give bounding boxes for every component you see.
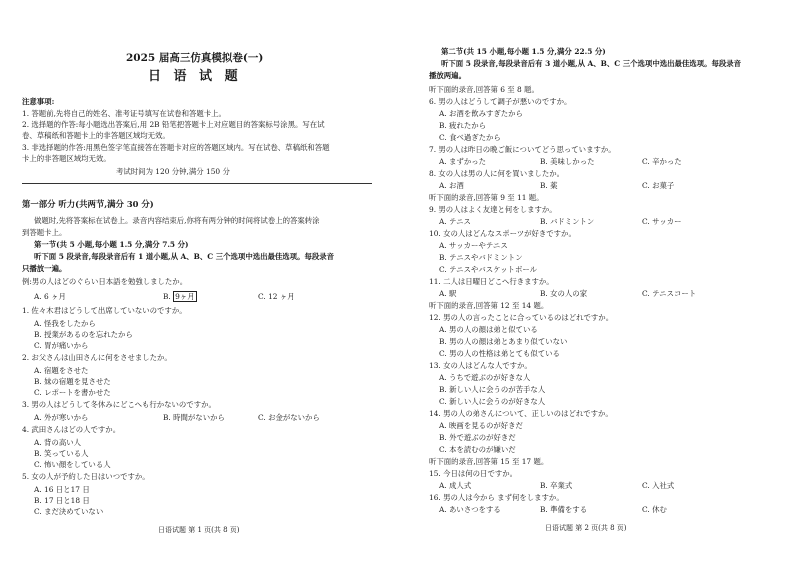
question-16: 16. 男の人は今から まず何をしますか。 [429,493,564,502]
section2-heading: 第二节(共 15 小题,每小题 1.5 分,满分 22.5 分) [441,47,606,56]
question-9: 9. 男の人はよく友達と何をしますか。 [429,205,557,214]
q3-option-b: B. 時間がないから [163,413,225,422]
note-line: 卷、草稿纸和答题卡上的非答题区域均无效。 [22,131,170,140]
q11-option-c: C. テニスコート [642,289,697,298]
q12-option-c: C. 男の人の性格は弟とても似ている [439,349,560,358]
q2-option-c: C. レポートを書かせた [34,388,111,397]
q5-option-a: A. 16 日と17 日 [34,485,90,494]
question-6: 6. 男の人はどうして調子が悪いのですか。 [429,97,572,106]
listen-instruction: 听下面的录音,回答第 6 至 8 题。 [429,85,539,94]
q6-option-b: B. 疲れたから [439,121,487,130]
section2-instruction: 播放两遍。 [429,71,466,80]
question-14: 14. 男の人の弟さんについて、正しいのはどれですか。 [429,409,613,418]
q13-option-a: A. うちで遊ぶのが好きな人 [439,373,531,382]
note-line: 3. 非选择题的作答:用黑色签字笔直接答在答题卡对应的答题区域内。写在试卷、草稿纸和答题 [22,143,330,152]
q9-option-a: A. テニス [439,217,471,226]
q15-option-c: C. 入社式 [642,481,675,490]
question-7: 7. 男の人は昨日の晩ご飯についてどう思っていますか。 [429,145,616,154]
q14-option-b: B. 外で遊ぶのが好きだ [439,433,516,442]
q13-option-b: B. 新しい人に会うのが苦手な人 [439,385,546,394]
q10-option-b: B. テニスやバドミントン [439,253,523,262]
example-option-c: C. 12 ヶ月 [258,292,295,301]
note-line: 卡上的非答题区域均无效。 [22,154,111,163]
q14-option-a: A. 映画を見るのが好きだ [439,421,523,430]
section2-instruction: 听下面 5 段录音,每段录音后有 3 道小题,从 A、B、C 三个选项中选出最佳选项。每段录音 [441,59,742,68]
page-footer: 日语试题 第 1 页(共 8 页) [158,526,240,534]
q5-option-b: B. 17 日と18 日 [34,496,90,505]
q6-option-c: C. 食べ過ぎたから [439,133,501,142]
q4-option-a: A. 背の高い人 [34,438,81,447]
q16-option-b: B. 準備をする [540,505,588,514]
q12-option-a: A. 男の人の顔は弟と似ている [439,325,538,334]
q12-option-b: B. 男の人の顔は弟とあまり似ていない [439,337,568,346]
section1-instruction: 只播放一遍。 [22,264,67,273]
q10-option-a: A. サッカーやテニス [439,241,508,250]
q15-option-a: A. 成人式 [439,481,472,490]
q14-option-c: C. 本を読むのが嫌いだ [439,445,516,454]
notes-title: 注意事项: [22,97,55,106]
intro-line: 到答题卡上。 [22,228,67,237]
exam-title: 2025 届高三仿真模拟卷(一) [126,52,264,64]
q8-option-a: A. お酒 [439,181,464,190]
q8-option-b: B. 薬 [540,181,558,190]
intro-line: 做题时,先将答案标在试卷上。录音内容结束后,你将有两分钟的时间将试卷上的答案转涂 [34,216,320,225]
q1-option-b: B. 授業があるのを忘れたから [34,330,133,339]
question-15: 15. 今日は何の日ですか。 [429,469,518,478]
exam-page-2 [397,0,794,562]
question-13: 13. 女の人はどんな人ですか。 [429,361,532,370]
q1-option-a: A. 怪我をしたから [34,319,96,328]
q7-option-c: C. 辛かった [642,157,682,166]
question-10: 10. 女の人はどんなスポーツが好きですか。 [429,229,576,238]
question-1: 1. 佐々木君はどうして出席していないのですか。 [22,306,187,315]
q4-option-b: B. 笑っている人 [34,449,89,458]
question-12: 12. 男の人の言ったことに合っているのはどれですか。 [429,313,614,322]
q13-option-c: C. 新しい人に会うのが好きな人 [439,397,546,406]
q16-option-c: C. 休む [642,505,667,514]
question-4: 4. 武田さんはどの人ですか。 [22,425,121,434]
listen-instruction: 听下面的录音,回答第 9 至 11 题。 [429,193,544,202]
question-5: 5. 女の人が予約した日はいつですか。 [22,472,150,481]
q5-option-c: C. まだ決めていない [34,507,104,516]
q8-option-c: C. お菓子 [642,181,675,190]
q11-option-b: B. 女の人の家 [540,289,588,298]
q7-option-a: A. まずかった [439,157,486,166]
q2-option-b: B. 妹の宿題を見させた [34,377,111,386]
section1-heading: 第一节(共 5 小题,每小题 1.5 分,满分 7.5 分) [34,240,189,249]
exam-subject: 日 语 试 题 [148,69,242,84]
example-option-b [163,292,197,301]
question-8: 8. 女の人は男の人に何を買いましたか。 [429,169,565,178]
note-line: 2. 选择题的作答:每小题选出答案后,用 2B 铅笔把答题卡上对应题目的答案标号涂黑。写在试 [22,120,325,129]
divider [22,183,372,184]
section1-instruction: 听下面 5 段录音,每段录音后有 1 道小题,从 A、B、C 三个选项中选出最佳选项。每段录音 [34,252,335,261]
time-score: 考试时间为 120 分钟,满分 150 分 [116,167,230,176]
question-2: 2. お父さんは山田さんに何をさせましたか。 [22,353,172,362]
q9-option-b: B. バドミントン [540,217,595,226]
q9-option-c: C. サッカー [642,217,682,226]
note-line: 1. 答题前,先将自己的姓名、准考证号填写在试卷和答题卡上。 [22,109,226,118]
q4-option-c: C. 怖い顔をしている人 [34,460,111,469]
q1-option-c: C. 胃が痛いから [34,341,89,350]
q16-option-a: A. あいさつをする [439,505,501,514]
example-question: 例:男の人はどのぐらい日本語を勉強しましたか。 [22,277,188,286]
listen-instruction: 听下面的录音,回答第 15 至 17 题。 [429,457,549,466]
q6-option-a: A. お酒を飲みすぎたから [439,109,523,118]
q15-option-b: B. 卒業式 [540,481,573,490]
question-3: 3. 男の人はどうして冬休みにどこへも行かないのですか。 [22,400,216,409]
page-footer: 日语试题 第 2 页(共 8 页) [545,524,627,532]
question-11: 11. 二人は日曜日どこへ行きますか。 [429,277,554,286]
q7-option-b: B. 美味しかった [540,157,595,166]
q10-option-c: C. テニスやバスケットボール [439,265,537,274]
part1-heading: 第一部分 听力(共两节,满分 30 分) [22,199,154,209]
listen-instruction: 听下面的录音,回答第 12 至 14 题。 [429,301,549,310]
example-answer-box: 9ヶ月 [175,292,195,301]
q2-option-a: A. 宿題をさせた [34,366,89,375]
q3-option-c: C. お金がないから [258,413,320,422]
q3-option-a: A. 外が寒いから [34,413,89,422]
q11-option-a: A. 駅 [439,289,457,298]
example-option-b-prefix: B. [163,292,171,301]
example-option-a: A. 6 ヶ月 [34,292,66,301]
